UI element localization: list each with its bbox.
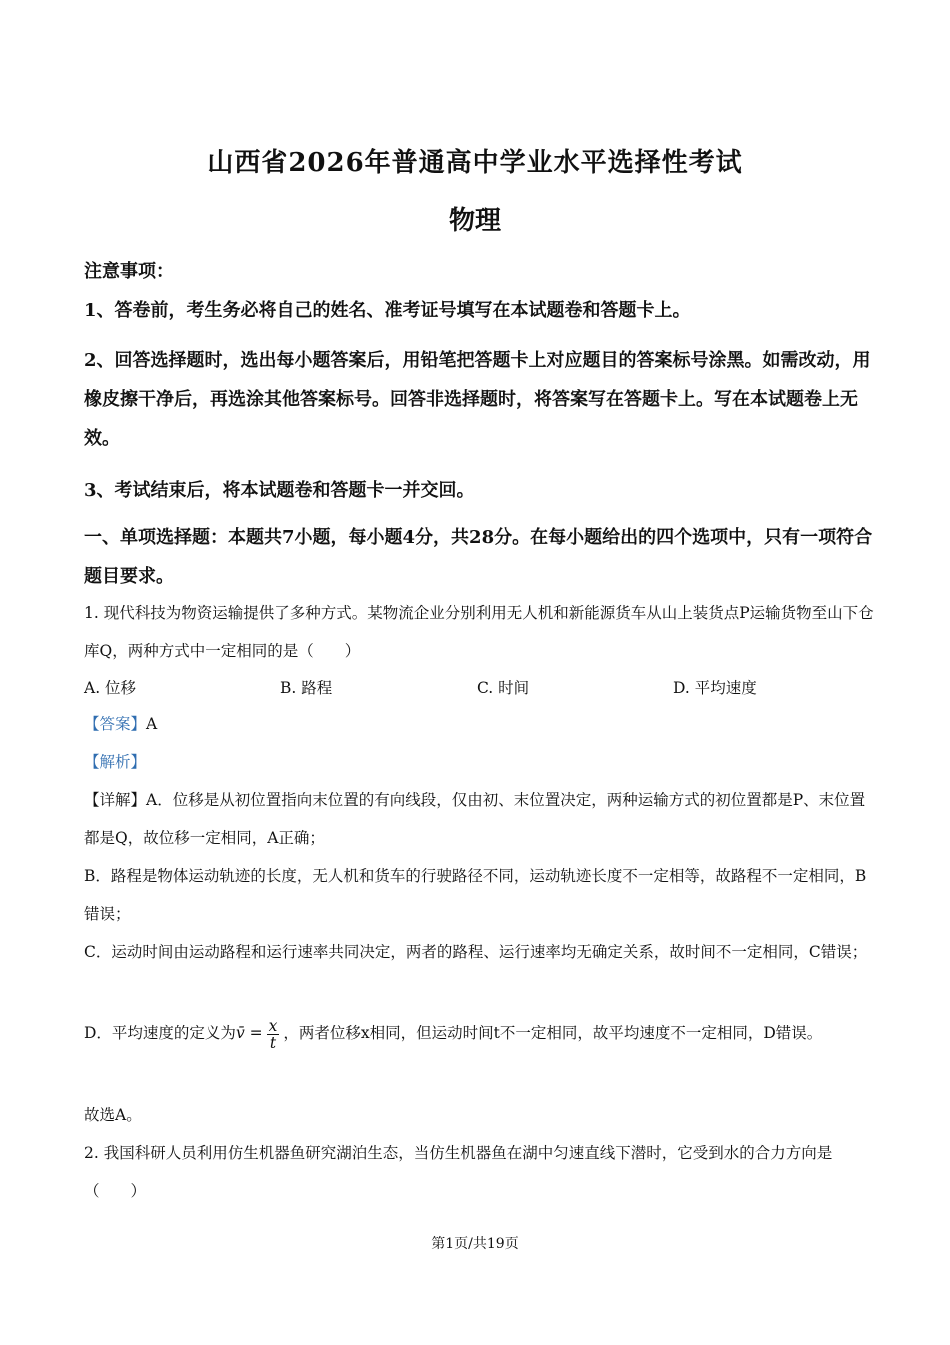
formula-lhs: v̄ = [235, 1024, 263, 1042]
explain-d [84, 1011, 874, 1055]
question-1-stem: 1. 现代科技为物资运输提供了多种方式。某物流企业分别利用无人机和新能源货车从山上装货点P运输货物至山下仓库Q，两种方式中一定相同的是（ ） [84, 604, 874, 660]
explain-d-pre: D．平均速度的定义为 [84, 1024, 236, 1042]
question-2-stem: 2. 我国科研人员利用仿生机器鱼研究湖泊生态，当仿生机器鱼在湖中匀速直线下潜时，它受到水的合力方向是（ ） [84, 1144, 833, 1200]
answer-tag: 【答案】 [84, 715, 147, 733]
section-heading: 一、单项选择题：本题共7小题，每小题4分，共28分。在每小题给出的四个选项中，只有一项符合题目要求。 [84, 527, 873, 587]
notice-item-1: 1、答卷前，考生务必将自己的姓名、准考证号填写在本试题卷和答题卡上。 [84, 300, 691, 321]
option-b: B. 路程 [280, 679, 333, 697]
option-d: D. 平均速度 [673, 679, 757, 697]
analysis-tag: 【解析】 [84, 753, 147, 771]
notice-heading: 注意事项： [84, 261, 174, 282]
formula-denominator: t [269, 1033, 277, 1052]
option-c: C. 时间 [477, 679, 530, 697]
conclusion: 故选A。 [84, 1106, 142, 1124]
notice-item-2: 2、回答选择题时，选出每小题答案后，用铅笔把答题卡上对应题目的答案标号涂黑。如需改动，用橡皮擦干净后，再选涂其他答案标号。回答非选择题时，将答案写在答题卡上。写在本试题卷上无效。 [84, 350, 871, 449]
detail-tag: 【详解】 [84, 791, 147, 809]
formula-fraction [267, 1018, 280, 1051]
analysis-line [84, 743, 874, 781]
page-title: 山西省2026年普通高中学业水平选择性考试 [207, 148, 743, 178]
page-footer: 第1页/共19页 [431, 1236, 519, 1252]
answer-value: A [146, 715, 158, 733]
explain-c: C．运动时间由运动路程和运行速率共同决定，两者的路程、运行速率均无确定关系，故时间不一定相同，C错误； [84, 943, 868, 961]
notice-item-3: 3、考试结束后，将本试题卷和答题卡一并交回。 [84, 480, 475, 501]
explain-a-text: A．位移是从初位置指向末位置的有向线段，仅由初、末位置决定，两种运输方式的初位置都是P、末位置都是Q，故位移一定相同，A正确； [84, 791, 866, 847]
explain-a [84, 781, 874, 857]
option-a: A. 位移 [84, 679, 137, 697]
answer-line [84, 705, 874, 743]
subject-title: 物理 [448, 206, 501, 236]
explain-d-post: ，两者位移x相同，但运动时间t不一定相同，故平均速度不一定相同，D错误。 [283, 1024, 823, 1042]
formula-numerator: x [268, 1016, 278, 1035]
explain-b: B．路程是物体运动轨迹的长度，无人机和货车的行驶路径不同，运动轨迹长度不一定相等，故路程不一定相同，B错误； [84, 867, 867, 923]
